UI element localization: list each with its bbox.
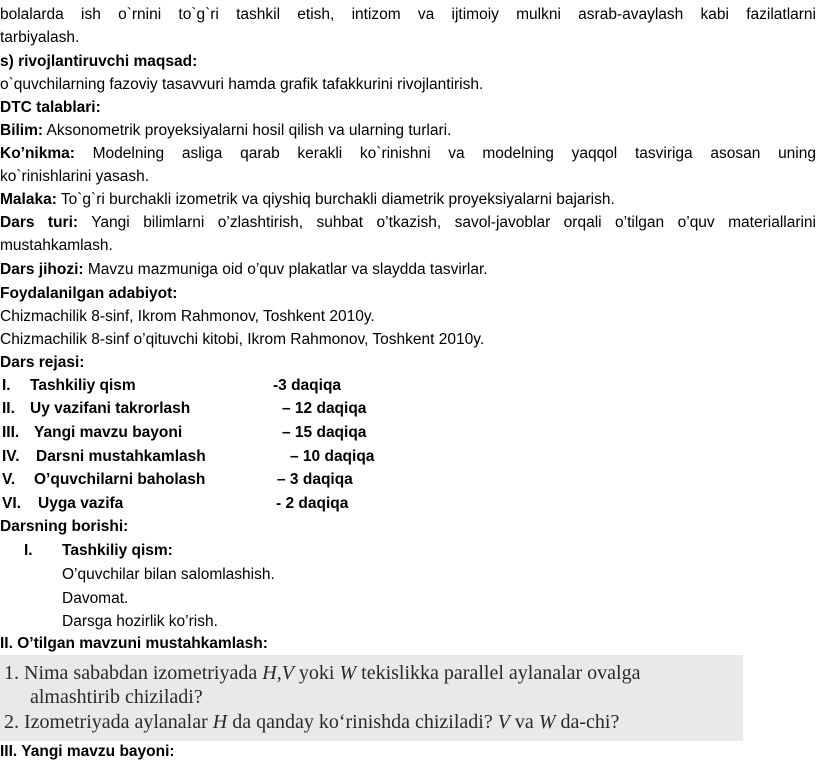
goal-heading: s) rivojlantiruvchi maqsad:	[0, 53, 198, 70]
plan-item-number: V.	[2, 471, 16, 488]
konikma-label: Ko’nikma:	[0, 145, 75, 162]
konikma-text-2: ko`rinishlarini yasash.	[0, 168, 150, 185]
course-section-1-title: Tashkiliy qism:	[62, 542, 173, 559]
malaka-line	[0, 190, 615, 210]
plan-item	[0, 470, 420, 490]
plan-item-time: – 12 daqiqa	[282, 400, 367, 417]
literature-heading: Foydalanilgan adabiyot:	[0, 285, 178, 302]
dtc-heading: DTC talablari:	[0, 99, 101, 116]
scanned-questions-image	[0, 655, 743, 741]
plan-item-time: -3 daqiqa	[273, 377, 342, 394]
plan-item-title: Tashkiliy qism	[30, 377, 136, 394]
question-1-plane-w: W	[339, 662, 357, 684]
plan-item	[0, 399, 420, 419]
plan-item-title: Uyga vazifa	[38, 495, 124, 512]
konikma-text-1: Modelning asliga qarab kerakli ko`rinishni va modelning yaqqol tasviriga asosan uning	[74, 145, 816, 162]
question-2-plane-h: H	[212, 711, 228, 733]
course-heading: Darsning borishi:	[0, 518, 129, 535]
plan-item-number: IV.	[2, 448, 20, 465]
equipment-text: Mavzu mazmuniga oid o’quv plakatlar va slaydda tasvirlar.	[83, 261, 488, 278]
equipment-line	[0, 260, 488, 280]
question-2-part: 2. Izometriyada aylanalar	[4, 711, 213, 733]
question-1-part: yoki	[293, 662, 340, 684]
lesson-type-label: Dars turi:	[0, 214, 79, 231]
plan-item-number: VI.	[2, 495, 21, 512]
course-section-1	[0, 541, 300, 561]
konikma-line	[0, 144, 816, 164]
question-1-line-2: almashtirib chiziladi?	[30, 686, 203, 708]
plan-item-number: II.	[2, 400, 15, 417]
question-2-plane-v: V	[497, 711, 510, 733]
lesson-type-text-2: mustahkamlash.	[0, 237, 113, 254]
equipment-label: Dars jihozi:	[0, 261, 84, 278]
question-2-plane-w: W	[538, 711, 556, 733]
plan-item	[0, 423, 420, 443]
bilim-label: Bilim:	[0, 122, 44, 139]
goal-text: o`quvchilarning fazoviy tasavvuri hamda grafik tafakkurini rivojlantirish.	[0, 76, 484, 93]
plan-item-time: - 2 daqiqa	[276, 495, 349, 512]
course-section-1-item: Davomat.	[62, 590, 129, 607]
course-section-1-number: I.	[24, 542, 33, 559]
plan-item-title: Darsni mustahkamlash	[36, 448, 206, 465]
plan-item-title: Yangi mavzu bayoni	[34, 424, 183, 441]
question-1-part: 1. Nima sababdan izometriyada	[4, 662, 263, 684]
malaka-text: To`g`ri burchakli izometrik va qiyshiq burchakli diametrik proyeksiyalarni bajarish.	[56, 191, 615, 208]
plan-item-number: III.	[2, 424, 20, 441]
intro-line-1: bolalarda ish o`rnini to`g`ri tashkil etish, intizom va ijtimoiy mulkni asrab-avaylash kabi fazilatlarni	[0, 6, 816, 23]
plan-item-title: O’quvchilarni baholash	[34, 471, 206, 488]
plan-item-number: I.	[2, 377, 11, 394]
bilim-line	[0, 121, 451, 141]
question-1-line-1	[4, 661, 640, 685]
literature-item: Chizmachilik 8-sinf, Ikrom Rahmonov, Toshkent 2010y.	[0, 308, 375, 325]
course-section-3-heading: III. Yangi mavzu bayoni:	[0, 743, 175, 760]
course-section-2-heading: II. O’tilgan mavzuni mustahkamlash:	[0, 635, 268, 652]
question-2	[4, 710, 619, 734]
course-section-1-item: O’quvchilar bilan salomlashish.	[62, 566, 275, 583]
plan-item	[0, 376, 420, 396]
intro-line-2: tarbiyalash.	[0, 29, 80, 46]
plan-item-title: Uy vazifani takrorlash	[30, 400, 191, 417]
plan-item-time: – 3 daqiqa	[277, 471, 353, 488]
plan-item-time: – 15 daqiqa	[282, 424, 367, 441]
plan-item-time: – 10 daqiqa	[290, 448, 375, 465]
question-2-part: da qanday ko‘rinishda chiziladi?	[227, 711, 498, 733]
plan-item	[0, 447, 420, 467]
lesson-type-line	[0, 213, 816, 233]
question-1-part: tekislikka parallel aylanalar ovalga	[356, 662, 641, 684]
plan-heading: Dars rejasi:	[0, 354, 85, 371]
malaka-label: Malaka:	[0, 191, 57, 208]
plan-item	[0, 494, 420, 514]
question-1-planes: H,V	[262, 662, 294, 684]
literature-item: Chizmachilik 8-sinf o’qituvchi kitobi, Ikrom Rahmonov, Toshkent 2010y.	[0, 331, 485, 348]
question-2-part: va	[509, 711, 539, 733]
lesson-type-text-1: Yangi bilimlarni o’zlashtirish, suhbat o’tkazish, savol-javoblar orqali o’tilgan o’quv materiallarini	[78, 214, 816, 231]
bilim-text: Aksonometrik proyeksiyalarni hosil qilish va ularning turlari.	[43, 122, 452, 139]
course-section-1-item: Darsga hozirlik ko’rish.	[62, 613, 218, 630]
question-2-part: da-chi?	[555, 711, 620, 733]
